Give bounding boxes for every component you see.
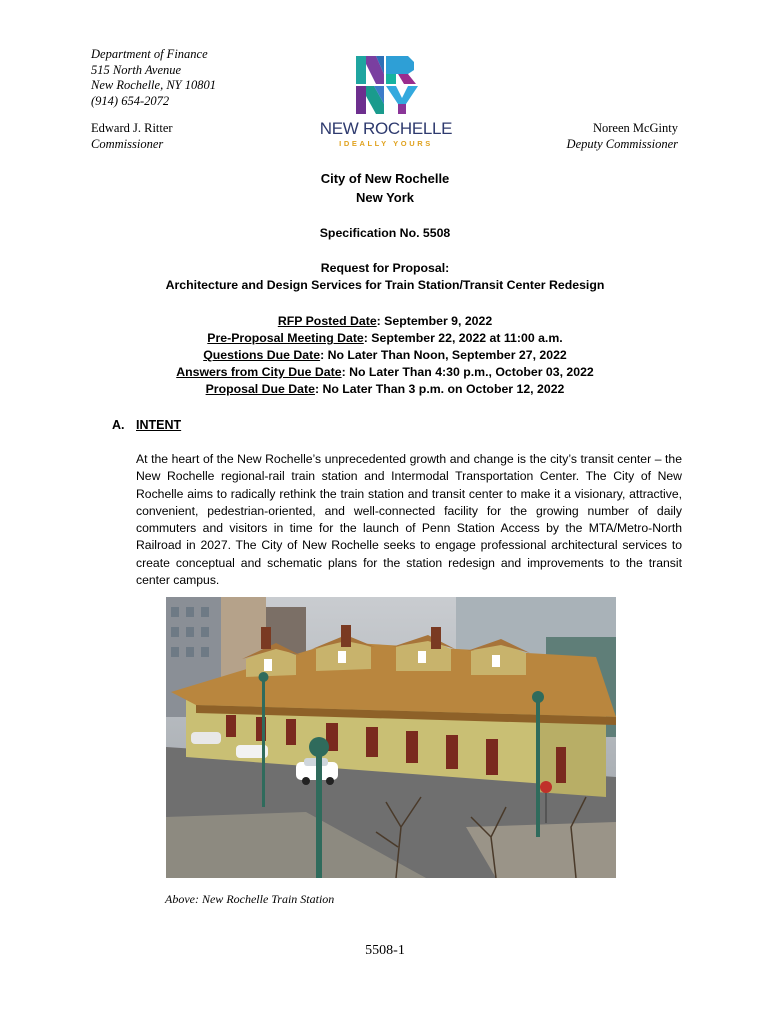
date-label: Answers from City Due Date: [176, 365, 342, 379]
date-value: : No Later Than Noon, September 27, 2022: [320, 348, 567, 362]
department-address-block: [91, 47, 216, 109]
date-value: : September 22, 2022 at 11:00 a.m.: [363, 331, 563, 345]
intent-paragraph: At the heart of the New Rochelle’s unprecedented growth and change is the city’s transit center – the New Rochelle regional-rail train station and Intermodal Transportation Center. The City of New Rochelle aims to radically rethink the train station and transit center to make it a visionary, attractive, convenient, pedestrian-oriented, and well-connected facility for the growing number of daily commuters and visitors in time for the launch of Penn Station Access by the MTA/Metro-North Railroad in 2027. The City of New Rochelle seeks to engage professional architectural services to create conceptual and schematic plans for the station redesign and improvements to the transit center campus.: [136, 452, 682, 588]
city-state-zip: New Rochelle, NY 10801: [91, 78, 216, 92]
date-row-proposal-due: [0, 382, 770, 396]
date-label: Pre-Proposal Meeting Date: [207, 331, 364, 345]
date-label: RFP Posted Date: [277, 314, 377, 328]
street-address: 515 North Avenue: [91, 62, 182, 77]
train-station-illustration-icon: [166, 597, 616, 878]
department-name: Department of Finance: [91, 47, 208, 61]
date-label: Proposal Due Date: [205, 382, 315, 396]
rfp-title: Architecture and Design Services for Train Station/Transit Center Redesign: [165, 278, 605, 292]
date-row-questions: [0, 348, 770, 362]
commissioner-title: Commissioner: [91, 136, 164, 151]
state-title: New York: [355, 190, 415, 205]
section-heading: [112, 418, 181, 432]
page-number: 5508-1: [365, 943, 405, 958]
section-number: A.: [112, 418, 125, 432]
commissioner-name: Edward J. Ritter: [91, 121, 173, 135]
new-rochelle-logo: [318, 52, 454, 148]
commissioner-block: [91, 121, 173, 152]
date-value: : No Later Than 4:30 p.m., October 03, 2022: [341, 365, 594, 379]
deputy-title: Deputy Commissioner: [566, 136, 678, 151]
deputy-commissioner-block: [567, 121, 678, 152]
nrny-logo-mark-icon: [318, 52, 454, 118]
train-station-photo: [166, 597, 616, 878]
photo-caption: Above: New Rochelle Train Station: [165, 892, 335, 906]
date-row-pre-proposal: [0, 331, 770, 345]
rfp-label: Request for Proposal:: [320, 261, 450, 275]
date-row-posted: [0, 314, 770, 328]
date-value: : No Later Than 3 p.m. on October 12, 2022: [314, 382, 565, 396]
logo-tagline: IDEALLY YOURS: [339, 139, 433, 148]
phone-number: (914) 654-2072: [91, 93, 170, 108]
deputy-name: Noreen McGinty: [592, 121, 678, 135]
logo-name: NEW ROCHELLE: [319, 119, 453, 138]
date-label: Questions Due Date: [203, 348, 321, 362]
city-title: City of New Rochelle: [320, 171, 450, 186]
date-value: : September 9, 2022: [376, 314, 493, 328]
section-title: INTENT: [136, 418, 182, 432]
specification-number: Specification No. 5508: [319, 226, 451, 240]
date-row-answers: [0, 365, 770, 379]
